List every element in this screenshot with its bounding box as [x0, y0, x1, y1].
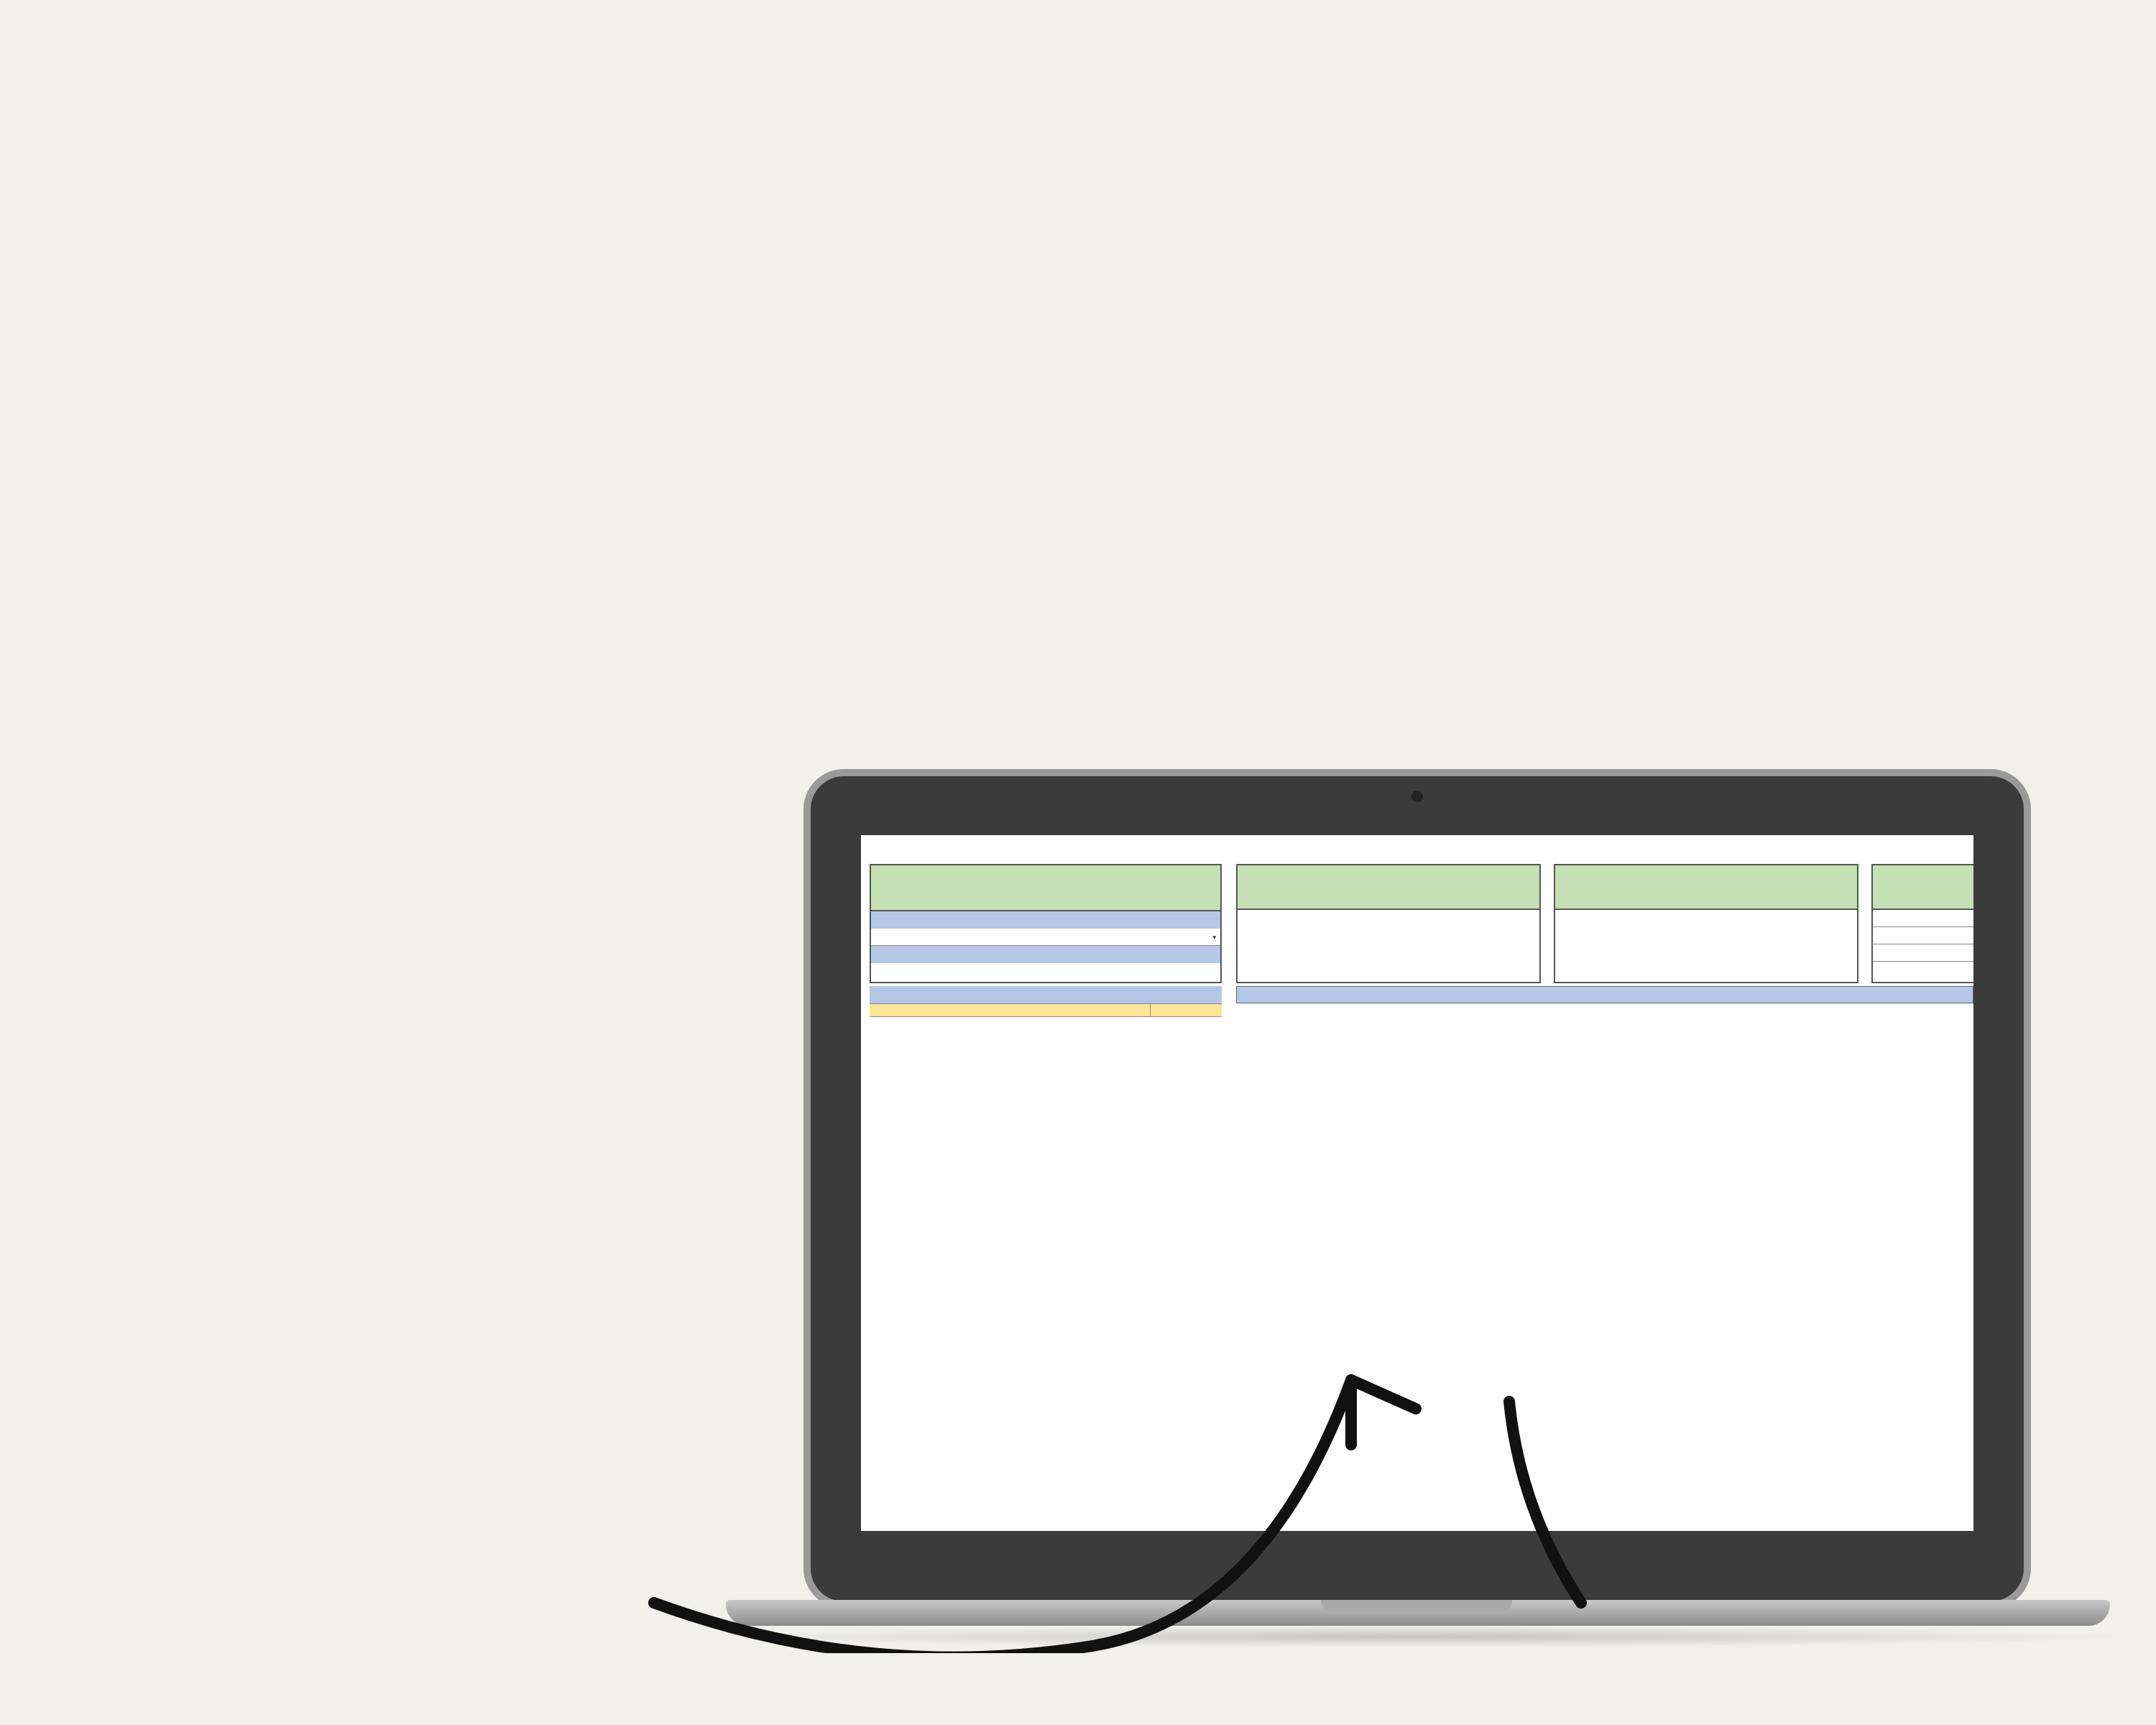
- calendar-title: [1236, 986, 1973, 1003]
- todo-header: [871, 865, 1220, 911]
- status-filter-box: [1871, 864, 1973, 983]
- month-select[interactable]: [871, 929, 1220, 946]
- overdue-tasks-box: [1554, 864, 1858, 983]
- status-filter-row[interactable]: [1873, 944, 1973, 962]
- status-filter-row[interactable]: [1873, 927, 1973, 944]
- arrow-icon: [632, 1366, 1639, 1653]
- chevron-down-icon[interactable]: ▾: [1212, 934, 1216, 941]
- tasks-table-header: [870, 1003, 1222, 1017]
- arrow-curve: [654, 1380, 1351, 1653]
- status-filter-title: [1873, 865, 1973, 910]
- todo-title: [871, 865, 1220, 870]
- camera-icon: [1411, 791, 1423, 802]
- todays-tasks-box: [1236, 864, 1541, 983]
- overdue-tasks-header: [1555, 865, 1857, 910]
- tasks-table-title: [870, 986, 1222, 1003]
- status-filter-completed[interactable]: [1873, 910, 1973, 927]
- col-task: [870, 1004, 1150, 1016]
- arrow-head: [1351, 1380, 1416, 1445]
- month-label: [871, 911, 1220, 929]
- overdue-tasks-title: [1555, 865, 1857, 877]
- todays-tasks-header: [1238, 865, 1539, 910]
- arrow-tail: [1509, 1402, 1581, 1603]
- status-filter-row[interactable]: [1873, 962, 1973, 979]
- year-label: [871, 946, 1220, 963]
- col-due-date: [1150, 1004, 1222, 1016]
- todays-tasks-title: [1238, 865, 1539, 877]
- january-tasks-table: [870, 986, 1222, 1017]
- year-input[interactable]: [871, 963, 1220, 982]
- todo-box: [870, 864, 1222, 983]
